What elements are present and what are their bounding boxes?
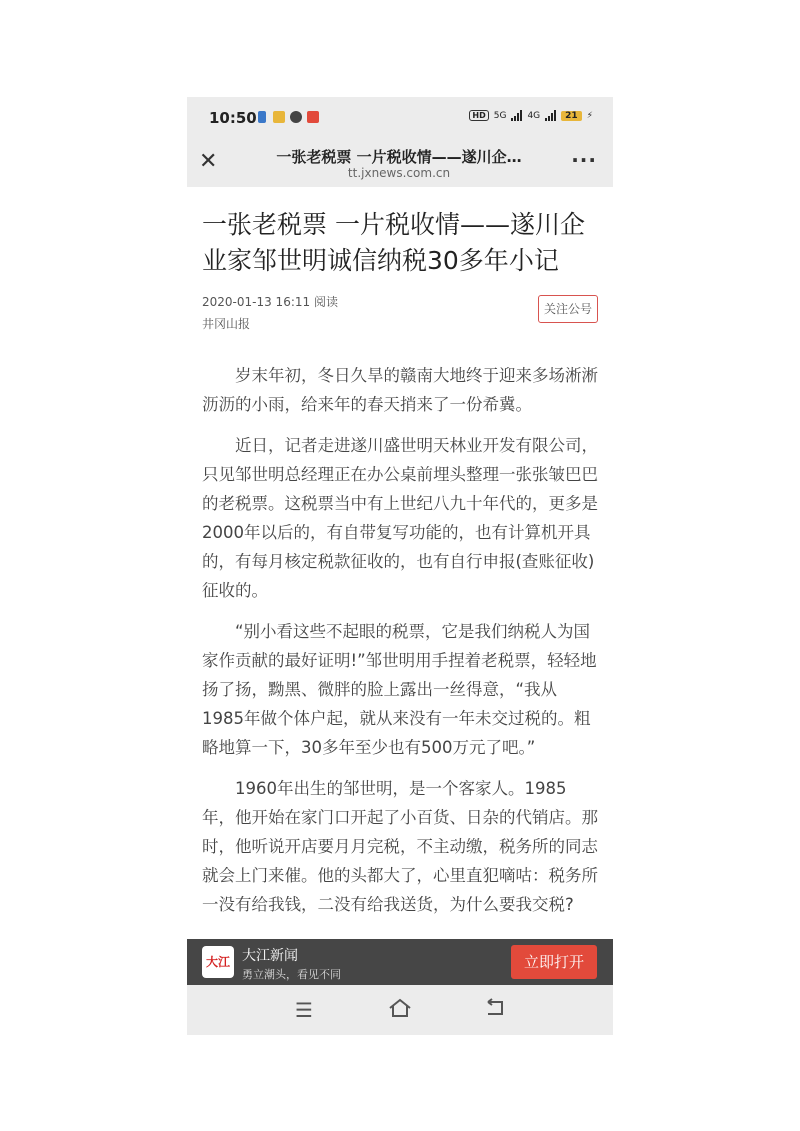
article-body — [202, 361, 598, 919]
article-datetime: 2020-01-13 16:11 阅读 — [202, 295, 338, 309]
battery-icon: 21 — [561, 111, 582, 121]
page-url: tt.jxnews.com.cn — [347, 166, 451, 180]
article — [202, 207, 598, 931]
app-name: 大江新闻 — [242, 948, 298, 964]
phone-screen — [187, 97, 613, 1035]
network-5g-label: 5G — [493, 110, 507, 121]
app-notification-icon — [273, 111, 285, 123]
article-source[interactable]: 井冈山报 — [202, 317, 251, 331]
menu-icon[interactable]: ☰ — [295, 998, 313, 1022]
signal-icon — [511, 110, 522, 121]
shopping-app-icon — [307, 111, 319, 123]
status-bar — [187, 97, 613, 141]
home-icon[interactable] — [388, 998, 412, 1023]
network-4g-label: 4G — [527, 110, 541, 121]
media-icon — [290, 111, 302, 123]
more-icon[interactable]: ··· — [571, 148, 597, 172]
app-slogan: 勇立潮头，看见不同 — [242, 968, 341, 981]
signal-icon — [545, 110, 556, 121]
app-logo: 大江 — [202, 946, 234, 978]
article-meta — [202, 291, 598, 335]
follow-button[interactable]: 关注公号 — [538, 295, 598, 323]
open-app-button[interactable]: 立即打开 — [511, 945, 597, 979]
browser-header — [187, 141, 613, 187]
app-promo-banner[interactable] — [187, 939, 613, 985]
paragraph: 近日，记者走进遂川盛世明天林业开发有限公司，只见邹世明总经理正在办公桌前埋头整理一张张皱巴巴的老税票。这税票当中有上世纪八九十年代的，更多是2000年以后的，有自带复写功能的，也有计算机开具的，有每月核定税款征收的，也有自行申报(查账征收)征收的。 — [202, 436, 598, 600]
status-time: 10:50 — [209, 109, 257, 127]
hd-voice-icon: HD — [469, 110, 488, 121]
article-title: 一张老税票 一片税收情——遂川企业家邹世明诚信纳税30多年小记 — [202, 210, 585, 275]
bluetooth-icon — [258, 111, 266, 123]
page-title: 一张老税票 一片税收情——遂川企… — [276, 148, 522, 166]
close-icon[interactable]: ✕ — [199, 149, 218, 174]
paragraph: “别小看这些不起眼的税票，它是我们纳税人为国家作贡献的最好证明!”邹世明用手捏着老税票，轻轻地扬了扬，黝黑、微胖的脸上露出一丝得意，“我从1985年做个体户起，就从来没有一年未交过税的。粗略地算一下，30多年至少也有500万元了吧。” — [202, 622, 597, 757]
paragraph: 岁末年初，冬日久旱的赣南大地终于迎来多场淅淅沥沥的小雨，给来年的春天捎来了一份希冀。 — [202, 366, 598, 414]
system-navigation-bar — [187, 985, 613, 1035]
back-icon[interactable] — [484, 998, 506, 1023]
paragraph: 1960年出生的邹世明，是一个客家人。1985年，他开始在家门口开起了小百货、日杂的代销店。那时，他听说开店要月月完税，不主动缴，税务所的同志就会上门来催。他的头都大了，心里直犯嘀咕：税务所一没有给我钱，二没有给我送货，为什么要我交税? — [202, 779, 598, 914]
charging-icon: ⚡ — [586, 110, 593, 121]
